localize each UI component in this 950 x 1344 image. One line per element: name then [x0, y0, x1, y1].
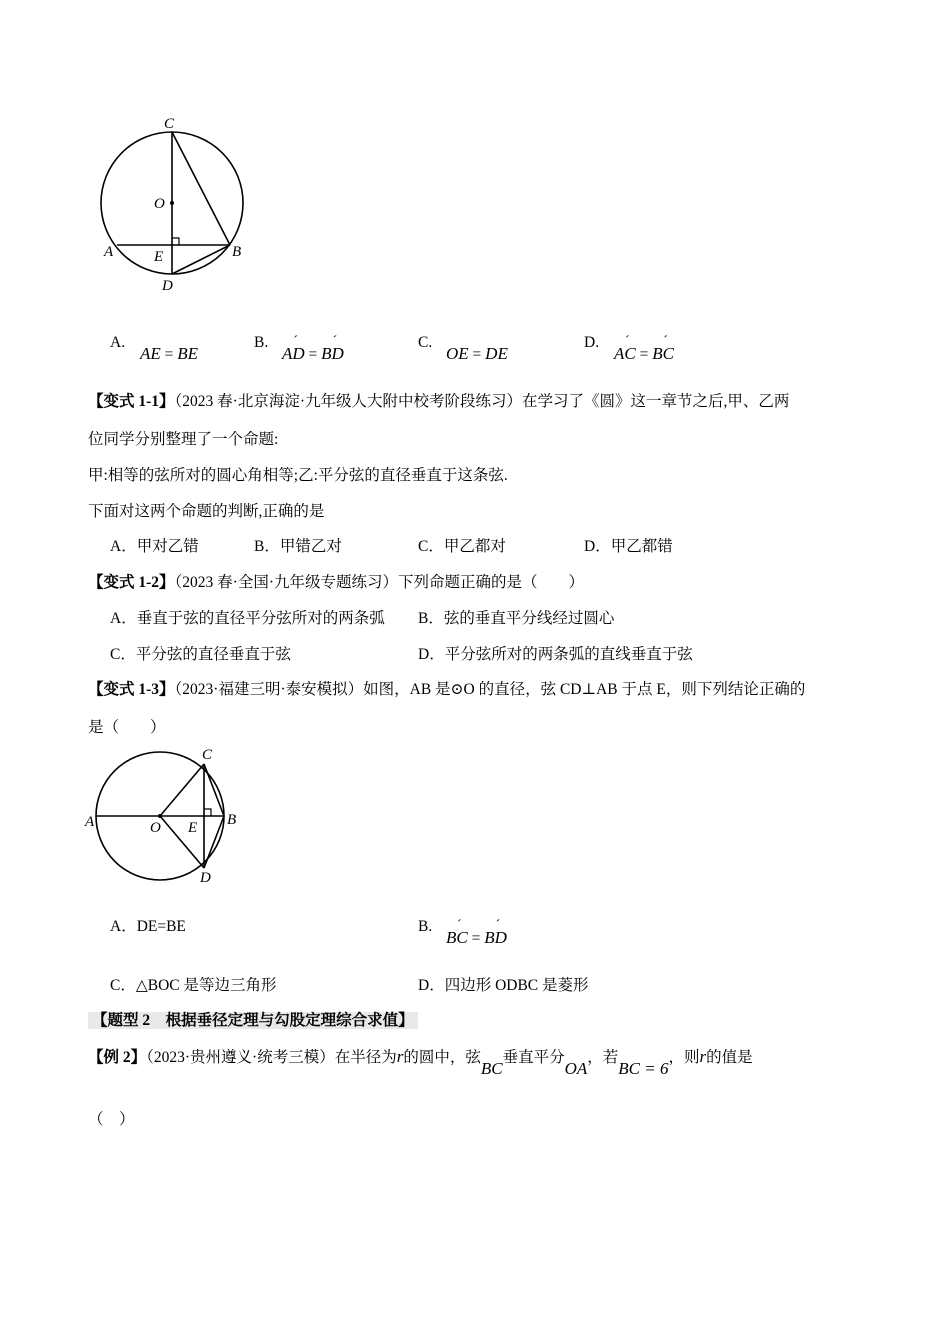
v11-line4: 下面对这两个命题的判断,正确的是	[88, 503, 325, 520]
v13-line2: 是（ ）	[88, 719, 166, 736]
v13-option-a: A．DE=BE	[110, 918, 186, 935]
center-dot	[158, 814, 162, 818]
label-e: E	[154, 249, 164, 265]
segment-od	[160, 816, 204, 868]
v12-option-b: B．弦的垂直平分线经过圆心	[418, 610, 615, 627]
v11-option-c: C．甲乙都对	[418, 538, 506, 555]
label-o: O	[150, 820, 161, 836]
v13-option-b-math: ´ BC = ´ BD	[446, 928, 507, 949]
q0-option-d-math: ´ AC = ´ BC	[614, 344, 674, 365]
q0-option-c-math: OE = DE	[446, 344, 508, 363]
center-dot	[170, 201, 174, 205]
type2-banner: 【题型 2 根据垂径定理与勾股定理综合求值】	[88, 1011, 418, 1031]
right-angle-mark	[172, 238, 179, 245]
v13-option-b: B.	[418, 918, 433, 935]
segment-oc	[160, 764, 204, 816]
segment-cb	[204, 764, 224, 816]
label-a: A	[85, 814, 95, 830]
v11-line3: 甲:相等的弦所对的圆心角相等;乙:平分弦的直径垂直于这条弦.	[88, 467, 508, 484]
label-c: C	[202, 747, 213, 763]
q0-option-a: A.	[110, 334, 126, 351]
figure-circle-2	[84, 744, 244, 886]
v12-option-a: A．垂直于弦的直径平分弦所对的两条弧	[110, 610, 385, 627]
v12-option-d: D．平分弦所对的两条弧的直线垂直于弦	[418, 646, 693, 663]
label-b: B	[227, 812, 237, 828]
segment-db	[172, 245, 230, 274]
v11-option-b: B．甲错乙对	[254, 538, 342, 555]
right-angle-mark	[204, 809, 211, 816]
q0-option-d: D.	[584, 334, 600, 351]
segment-db	[204, 816, 224, 868]
label-d: D	[162, 278, 173, 294]
label-b: B	[232, 244, 242, 260]
v12-option-c: C．平分弦的直径垂直于弦	[110, 646, 291, 663]
v11-option-d: D．甲乙都错	[584, 538, 673, 555]
label-c: C	[164, 116, 175, 132]
label-d: D	[200, 870, 211, 886]
segment-cb	[172, 132, 230, 245]
q0-option-c: C.	[418, 334, 433, 351]
q0-option-a-math: AE = BE	[140, 344, 199, 363]
label-a: A	[104, 244, 114, 260]
ex2-line1: 【例 2】（2023·贵州遵义·统考三模）在半径为r的圆中，弦BC垂直平分OA，若BC = 6，则r的值是	[88, 1047, 753, 1078]
q0-option-b: B.	[254, 334, 269, 351]
v13-option-c: C．△BOC 是等边三角形	[110, 977, 277, 994]
q0-option-b-math: ´ AD = ´ BD	[282, 344, 344, 365]
v13-line1: 【变式 1-3】（2023·福建三明·泰安模拟）如图，AB 是⊙O 的直径，弦 CD⊥AB 于点 E，则下列结论正确的	[88, 681, 806, 698]
label-e: E	[188, 820, 198, 836]
ex2-blank: （ ）	[88, 1111, 135, 1128]
v12-line1: 【变式 1-2】（2023 春·全国·九年级专题练习）下列命题正确的是（ ）	[88, 574, 584, 591]
v11-line2: 位同学分别整理了一个命题:	[88, 431, 279, 448]
v11-option-a: A．甲对乙错	[110, 538, 199, 555]
label-o: O	[154, 196, 165, 212]
figure-circle-1	[98, 112, 252, 296]
v11-line1: 【变式 1-1】（2023 春·北京海淀·九年级人大附中校考阶段练习）在学习了《圆》这一章节之后,甲、乙两	[88, 393, 790, 410]
v13-option-d: D．四边形 ODBC 是菱形	[418, 977, 589, 994]
